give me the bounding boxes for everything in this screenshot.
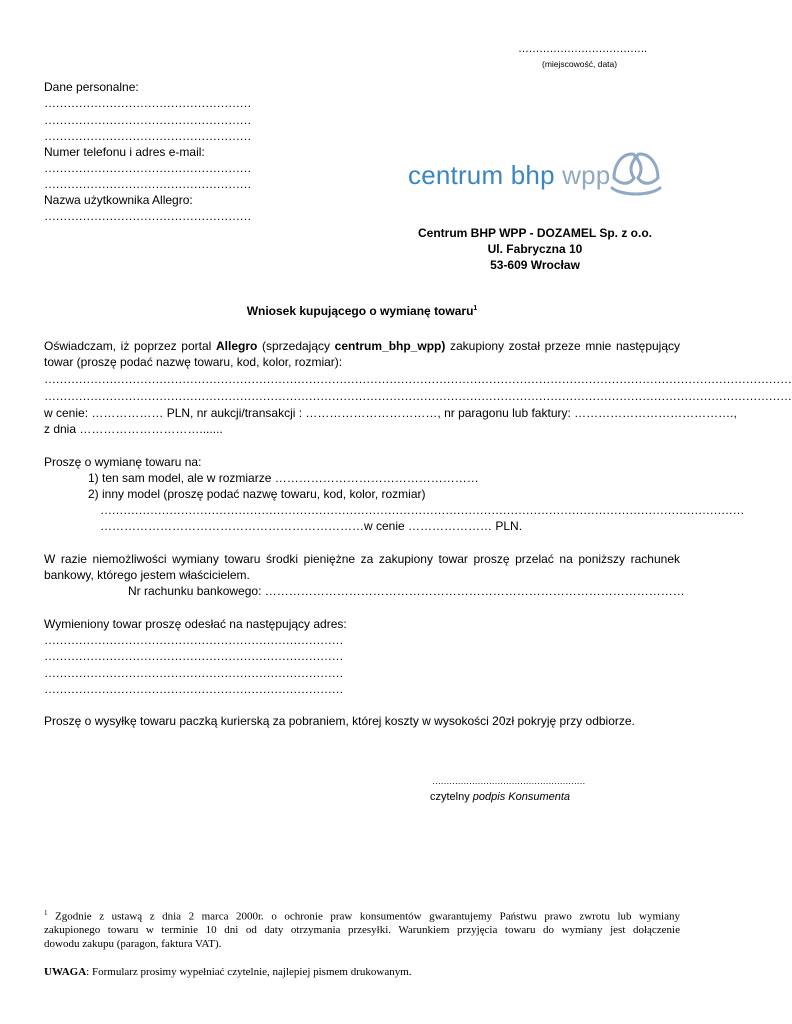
company-logo bbox=[408, 160, 610, 191]
form-title bbox=[44, 304, 680, 318]
exchange-heading: Proszę o wymianę towaru na: bbox=[44, 455, 202, 469]
signature-label bbox=[430, 791, 570, 803]
personal-data-heading: Dane personalne: bbox=[44, 80, 139, 94]
return-address-line-3: …………………………………………………………………… bbox=[44, 666, 343, 680]
product-dots-1: …………………………………………………………………………………………………………………………………………………………………………… bbox=[44, 372, 792, 386]
declaration-text-2: (sprzedający bbox=[261, 339, 331, 353]
declaration-text-1: Oświadczam, iż poprzez portal bbox=[44, 339, 212, 353]
personal-line-3: ……………………………………………… bbox=[44, 129, 251, 143]
product-dots-2: …………………………………………………………………………………………………………………………………………………………………………… bbox=[44, 389, 792, 403]
personal-line-2: ……………………………………………… bbox=[44, 113, 251, 127]
exchange-price-line: …………………………………………………………w cenie ………………… PLN. bbox=[100, 519, 523, 533]
note-text: : Formularz prosimy wypełniać czytelnie, najlepiej pismem drukowanym. bbox=[86, 966, 412, 978]
refund-line-2: bankowy, którego jestem właścicielem. bbox=[44, 568, 250, 582]
logo-text-main: centrum bhp bbox=[408, 160, 555, 190]
footnote-line-3: dowodu zakupu (paragon, faktura VAT). bbox=[44, 938, 222, 950]
place-date-caption: (miejscowość, data) bbox=[542, 59, 618, 69]
footnote-line-2: zakupionego towaru w terminie 10 dni od daty otrzymania przesyłki. Warunkiem przyjęcia towaru do wymiany jest dołączenie bbox=[44, 924, 680, 936]
bank-account-line: Nr rachunku bankowego: …………………………………………………………………………………………… bbox=[128, 584, 685, 598]
personal-line-5: ……………………………………………… bbox=[44, 177, 251, 191]
form-title-footnote-mark: 1 bbox=[473, 305, 478, 312]
return-address-line-4: …………………………………………………………………… bbox=[44, 682, 343, 696]
signature-label-plain: czytelny bbox=[430, 791, 473, 803]
footnote-mark: 1 bbox=[44, 909, 48, 917]
declaration-line-2: towar (proszę podać nazwę towaru, kod, kolor, rozmiar): bbox=[44, 355, 343, 369]
allegro-username-label: Nazwa użytkownika Allegro: bbox=[44, 193, 193, 207]
footnote-text-1: Zgodnie z ustawą z dnia 2 marca 2000r. o ochronie praw konsumentów gwarantujemy Państwu prawo zwrotu lub wymiany bbox=[55, 910, 680, 923]
logo-text-wpp: wpp bbox=[562, 160, 611, 190]
wpp-drops-logo-icon bbox=[608, 150, 664, 200]
place-date-dots: ………………………………. bbox=[518, 43, 647, 55]
portal-name: Allegro bbox=[215, 339, 258, 353]
personal-line-4: ……………………………………………… bbox=[44, 161, 251, 175]
declaration-text-3: zakupiony został przeze mnie następujący bbox=[450, 339, 681, 353]
note bbox=[44, 966, 412, 978]
return-address-line-2: …………………………………………………………………… bbox=[44, 649, 343, 663]
return-address-line-1: …………………………………………………………………… bbox=[44, 633, 343, 647]
seller-name: centrum_bhp_wpp) bbox=[334, 339, 446, 353]
form-title-text: Wniosek kupującego o wymianę towaru bbox=[246, 304, 474, 318]
footnote-line-1 bbox=[44, 909, 680, 923]
note-label: UWAGA bbox=[44, 966, 87, 978]
company-street: Ul. Fabryczna 10 bbox=[487, 242, 583, 256]
company-city: 53-609 Wrocław bbox=[490, 258, 580, 272]
signature-label-italic: podpis Konsumenta bbox=[472, 791, 571, 803]
declaration-line-1 bbox=[44, 339, 680, 353]
personal-line-6: ……………………………………………… bbox=[44, 209, 251, 223]
signature-dots: ……………………………………………… bbox=[432, 776, 585, 786]
shipping-note: Proszę o wysyłkę towaru paczką kurierską za pobraniem, której koszty w wysokości 20zł pokryję przy odbiorze. bbox=[44, 714, 635, 728]
exchange-option-1: 1) ten sam model, ale w rozmiarze …………………………………………… bbox=[88, 471, 479, 485]
return-address-heading: Wymieniony towar proszę odesłać na następujący adres: bbox=[44, 617, 347, 631]
refund-line-1: W razie niemożliwości wymiany towaru środki pieniężne za zakupiony towar proszę przelać na poniższy rachunek bbox=[44, 552, 680, 566]
company-name: Centrum BHP WPP - DOZAMEL Sp. z o.o. bbox=[417, 226, 652, 240]
price-auction-receipt-line: w cenie: ……………… PLN, nr aukcji/transakcji : ……………………………, nr paragonu lub faktury: …………………………………., bbox=[44, 406, 737, 420]
purchase-date-line: z dnia …………………………....... bbox=[44, 422, 223, 436]
personal-line-1: ……………………………………………… bbox=[44, 96, 251, 110]
exchange-product-dots: …………………………………………………………………………………………………………………………………………………… bbox=[100, 503, 744, 517]
exchange-option-2: 2) inny model (proszę podać nazwę towaru, kod, kolor, rozmiar) bbox=[88, 487, 426, 501]
phone-email-label: Numer telefonu i adres e-mail: bbox=[44, 145, 205, 159]
